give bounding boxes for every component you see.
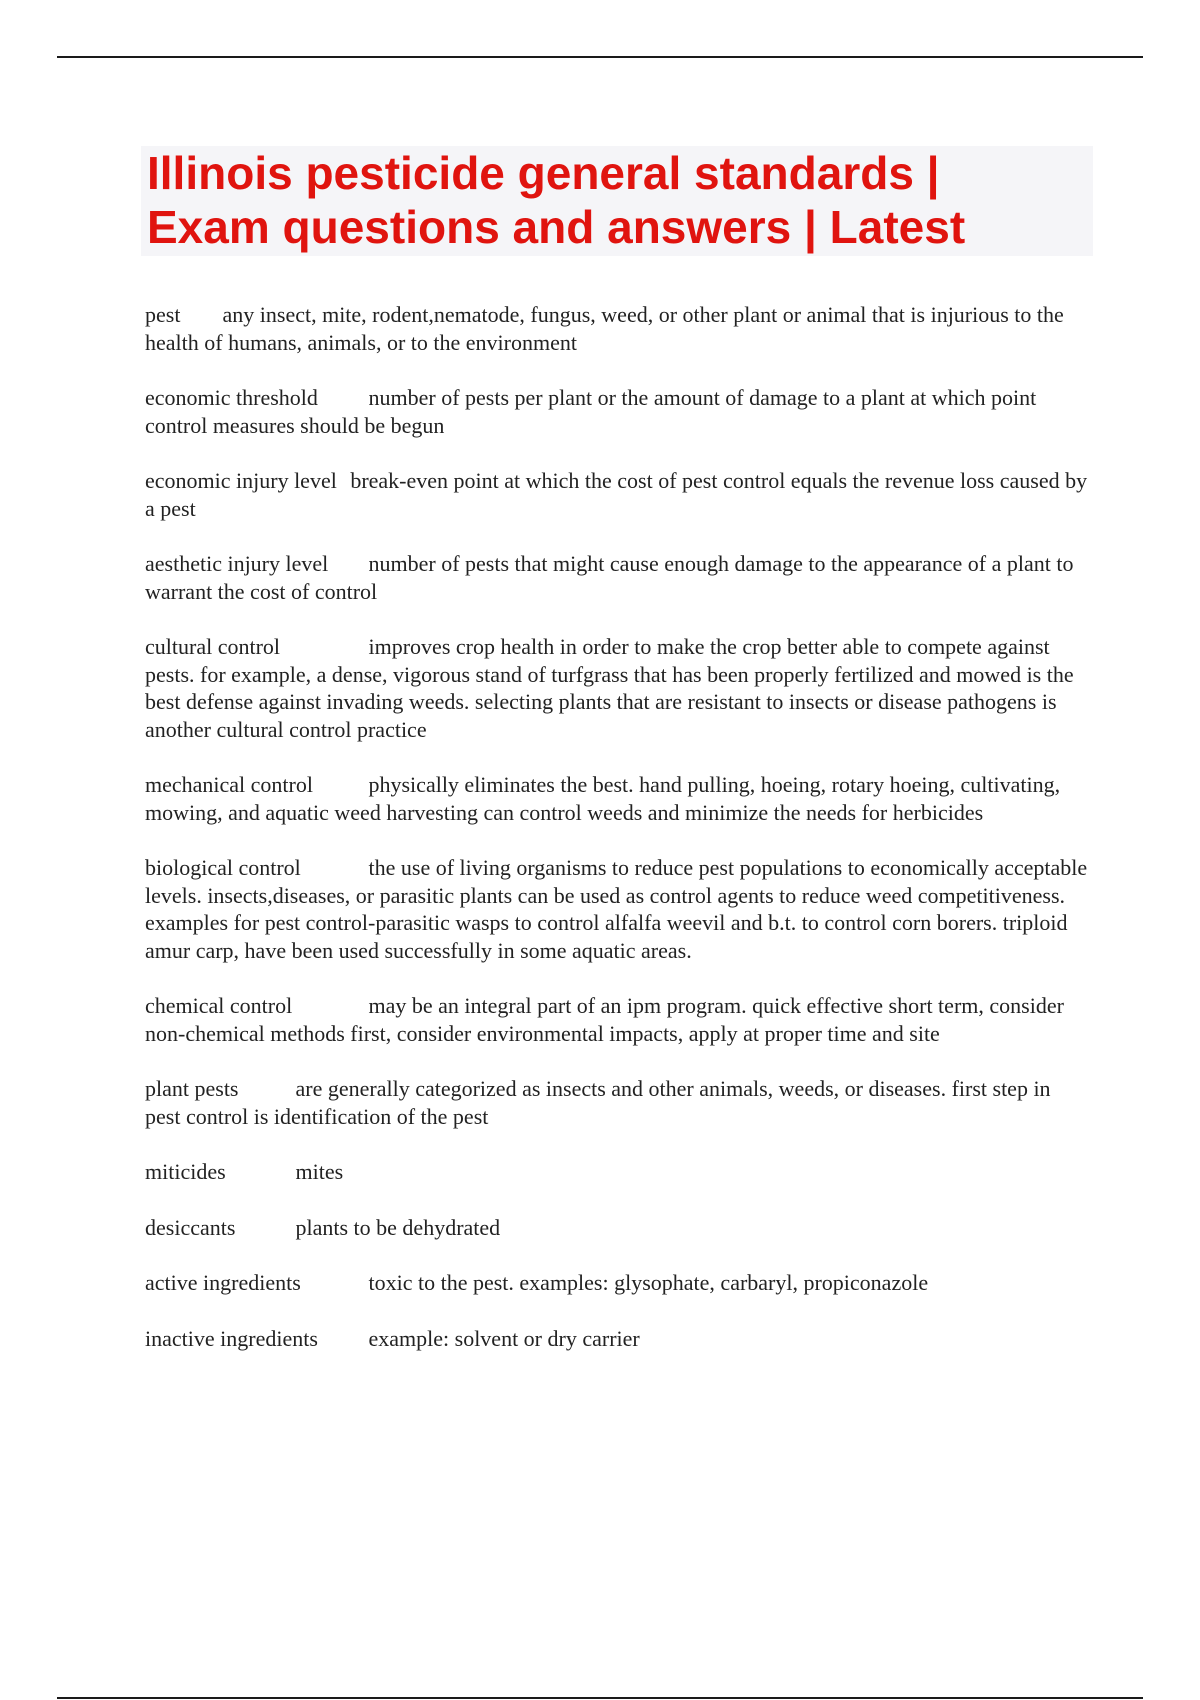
entry-term: cultural control <box>145 634 281 659</box>
entry-term: economic injury level <box>145 468 337 493</box>
flashcard-entry <box>145 633 1090 743</box>
entry-term: economic threshold <box>145 385 318 410</box>
entry-definition: plants to be dehydrated <box>295 1214 501 1240</box>
entry-term: plant pests <box>145 1076 239 1101</box>
entry-definition: physically eliminates the best. hand pulling, hoeing, rotary hoeing, cultivating, mowing, and aquatic weed harvesting can control weeds and minimize the needs for herbicides <box>145 772 1061 825</box>
entry-definition: any insect, mite, rodent,nematode, fungus, weed, or other plant or animal that is injurious to the health of humans, animals, or to the environment <box>145 302 1064 355</box>
entry-definition: toxic to the pest. examples: glysophate, carbaryl, propiconazole <box>368 1270 929 1295</box>
top-rule <box>57 56 1143 58</box>
flashcard-entry <box>145 467 1090 522</box>
entry-term: miticides <box>145 1159 226 1184</box>
entry-definition: the use of living organisms to reduce pest populations to economically acceptable levels. insects,diseases, or parasitic plants can be used as control agents to reduce weed competitiveness. examples for pest control-parasitic wasps to control alfalfa weevil and b.t. to control corn borers. triploid amur carp, have been used successfully in some aquatic areas. <box>145 855 1088 963</box>
flashcard-entry <box>145 1325 1090 1353</box>
entry-term: aesthetic injury level <box>145 551 329 576</box>
flashcard-entry <box>145 384 1090 439</box>
entry-definition: improves crop health in order to make the crop better able to compete against pests. for example, a dense, vigorous stand of turfgrass that has been properly fertilized and mowed is the best defense against invading weeds. selecting plants that are resistant to insects or disease pathogens is another cultural control practice <box>145 634 1074 742</box>
entry-term: chemical control <box>145 993 293 1018</box>
flashcard-entry <box>145 301 1090 356</box>
entry-definition: example: solvent or dry carrier <box>368 1325 640 1351</box>
entry-definition: break-even point at which the cost of pest control equals the revenue loss caused by a pest <box>145 468 1088 521</box>
flashcard-entry <box>145 1269 1090 1297</box>
entry-term: active ingredients <box>145 1270 301 1295</box>
flashcard-list <box>145 301 1090 1380</box>
flashcard-entry <box>145 992 1090 1047</box>
entry-definition: mites <box>295 1159 344 1184</box>
entry-term: desiccants <box>145 1214 236 1240</box>
flashcard-entry <box>145 854 1090 964</box>
entry-definition: number of pests that might cause enough damage to the appearance of a plant to warrant the cost of control <box>145 551 1074 604</box>
flashcard-entry <box>145 771 1090 826</box>
flashcard-entry <box>145 1075 1090 1130</box>
entry-term: inactive ingredients <box>145 1325 318 1351</box>
entry-term: pest <box>145 302 181 327</box>
bottom-rule <box>57 1697 1143 1699</box>
flashcard-entry <box>145 550 1090 605</box>
entry-definition: number of pests per plant or the amount of damage to a plant at which point control measures should be begun <box>145 385 1037 438</box>
document-title-line-1: Illinois pesticide general standards | <box>147 147 940 199</box>
document-title-line-2: Exam questions and answers | Latest <box>147 201 966 253</box>
entry-definition: are generally categorized as insects and other animals, weeds, or diseases. first step in pest control is identification of the pest <box>145 1076 1051 1129</box>
flashcard-entry <box>145 1158 1090 1186</box>
entry-definition: may be an integral part of an ipm program. quick effective short term, consider non-chemical methods first, consider environmental impacts, apply at proper time and site <box>145 993 1064 1046</box>
title-box <box>141 146 1093 256</box>
entry-term: biological control <box>145 855 301 880</box>
entry-term: mechanical control <box>145 772 313 797</box>
flashcard-entry <box>145 1214 1090 1242</box>
